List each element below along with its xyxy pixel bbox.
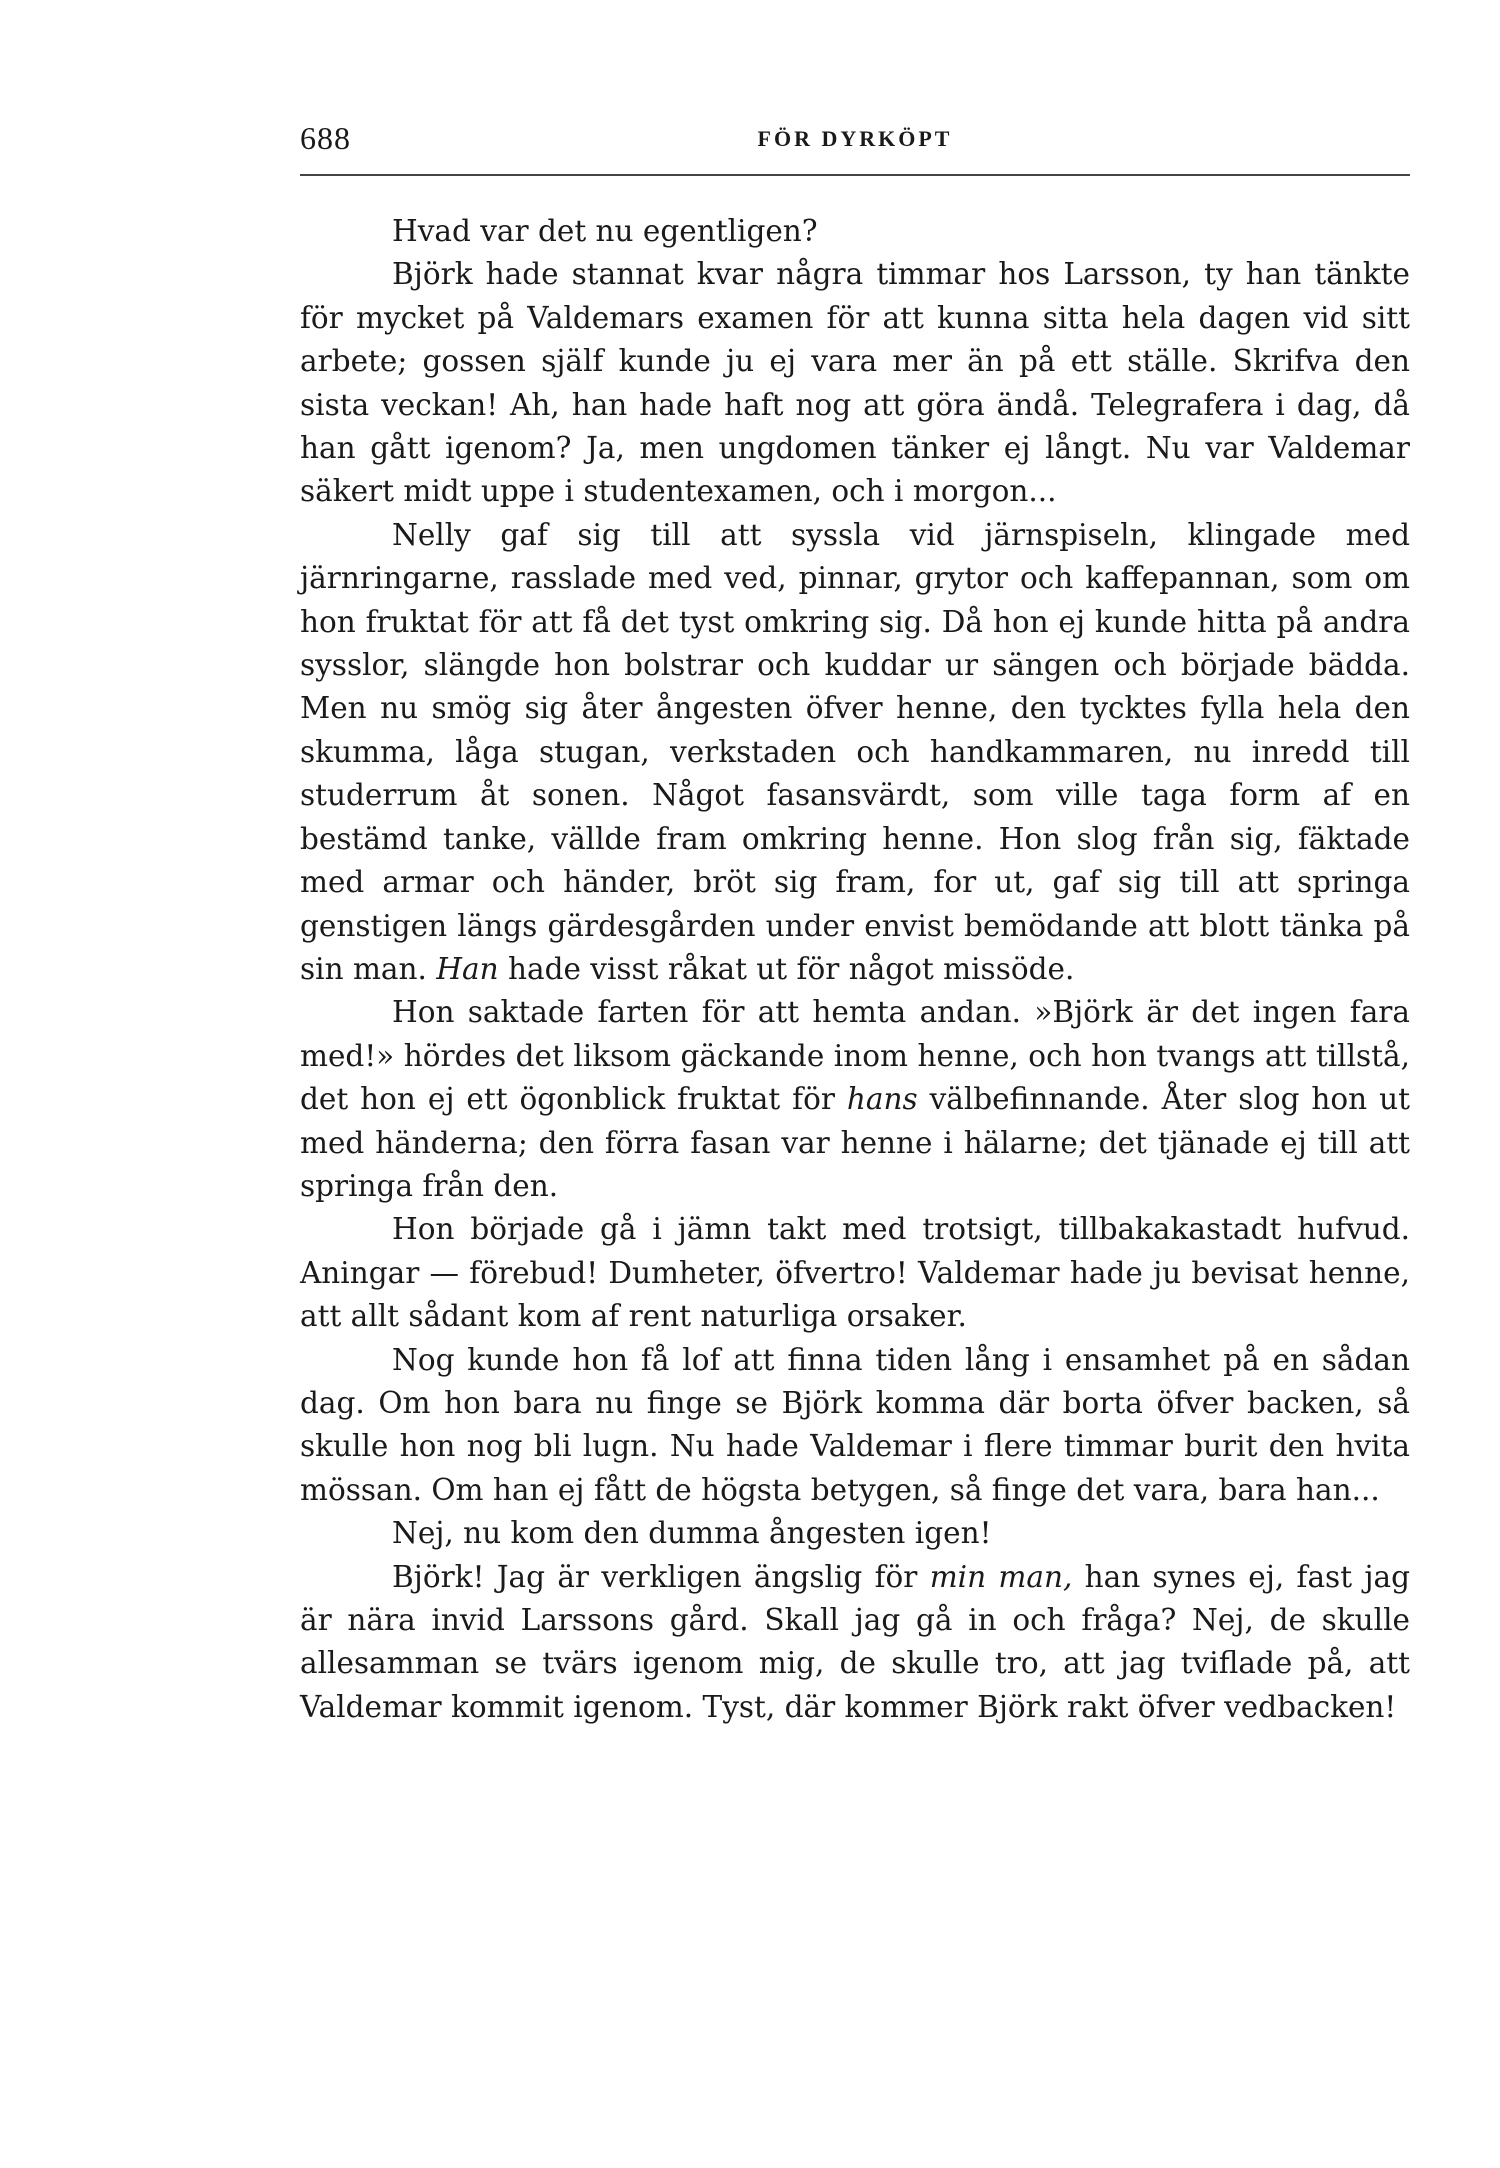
header-rule (300, 174, 1410, 176)
paragraph: Nej, nu kom den dumma ångesten igen! (392, 1516, 992, 1551)
paragraph: Hon saktade farten för att hemta andan. »Björk är det ingen fara med!» hördes det liksom gäckande inom henne, och hon tvangs att tillstå, det hon ej ett ögonblick fruktat för hans välbefinnande. Åter slog hon ut med händerna; den förra fasan var henne i hälarne; det tjänade ej till att springa från den. (300, 995, 1410, 1203)
emphasis: min man, (929, 1559, 1073, 1594)
running-title: FÖR DYRKÖPT (757, 126, 953, 151)
page-number: 688 (300, 120, 351, 156)
emphasis: Han (436, 951, 499, 986)
paragraph: Hvad var det nu egentligen? (392, 214, 818, 248)
body-text (300, 210, 1410, 1729)
paragraph: Björk hade stannat kvar några timmar hos Larsson, ty han tänkte för mycket på Valdemars examen för att kunna sitta hela dagen vid sitt arbete; gossen själf kunde ju ej vara mer än på ett ställe. Skrifva den sista veckan! Ah, han hade haft nog att göra ändå. Telegrafera i dag, då han gått igenom? Ja, men ungdomen tänker ej långt. Nu var Valdemar säkert midt uppe i studentexamen, och i morgon... (300, 257, 1410, 509)
paragraph: Nelly gaf sig till att syssla vid järnspiseln, klingade med järnringarne, rasslade med ved, pinnar, grytor och kaffepannan, som om hon fruktat för att få det tyst omkring sig. Då hon ej kunde hitta på andra sysslor, slängde hon bolstrar och kuddar ur sängen och började bädda. Men nu smög sig åter ångesten öfver henne, den tycktes fylla hela den skumma, låga stugan, verkstaden och handkammaren, nu inredd till studerrum åt sonen. Något fasansvärdt, som ville taga form af en bestämd tanke, vällde fram omkring henne. Hon slog från sig, fäktade med armar och händer, bröt sig fram, for ut, gaf sig till att springa genstigen längs gärdesgården under envist bemödande att blott tänka på sin man. Han hade visst råkat ut för något missöde. (300, 517, 1410, 986)
paragraph: Hon började gå i jämn takt med trotsigt, tillbakakastadt hufvud. Aningar — förebud! Dumheter, öfvertro! Valdemar hade ju bevisat henne, att allt sådant kom af rent naturliga orsaker. (300, 1212, 1410, 1334)
emphasis: hans (846, 1082, 918, 1117)
page-header (300, 110, 1410, 160)
paragraph: Björk! Jag är verkligen ängslig för min man, han synes ej, fast jag är nära invid Larssons gård. Skall jag gå in och fråga? Nej, de skulle allesamman se tvärs igenom mig, de skulle tro, att jag tviflade på, att Valdemar kommit igenom. Tyst, där kommer Björk rakt öfver vedbacken! (300, 1559, 1410, 1724)
book-page (300, 110, 1410, 1729)
paragraph: Nog kunde hon få lof att finna tiden lång i ensamhet på en sådan dag. Om hon bara nu finge se Björk komma där borta öfver backen, så skulle hon nog bli lugn. Nu hade Valdemar i flere timmar burit den hvita mössan. Om han ej fått de högsta betygen, så finge det vara, bara han... (300, 1342, 1410, 1507)
